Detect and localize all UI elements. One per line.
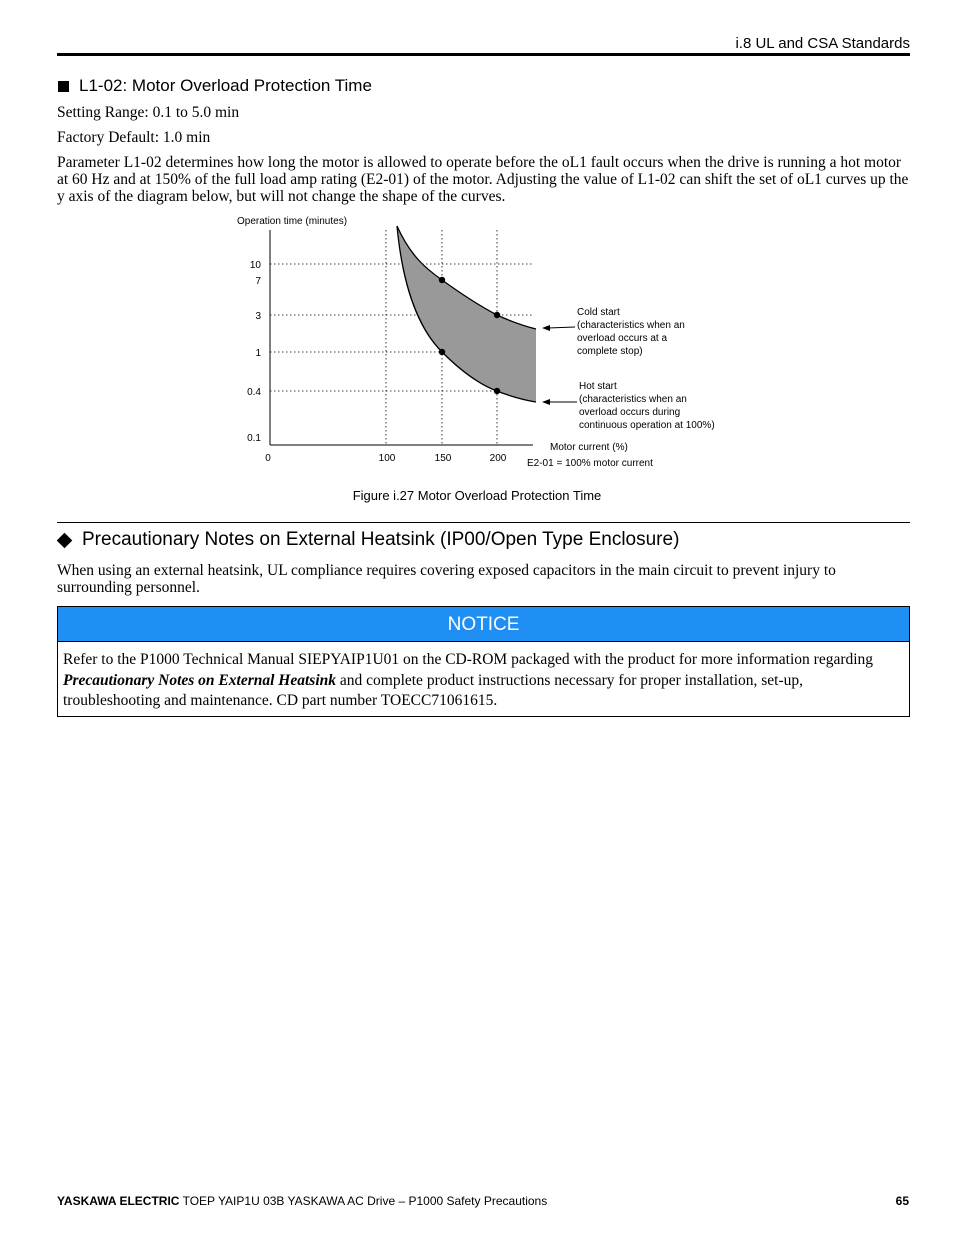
y-axis-label: Operation time (minutes): [237, 216, 348, 227]
header-section-title: i.8 UL and CSA Standards: [735, 35, 910, 52]
notice-body: [58, 642, 909, 712]
cold-start-label-line: complete stop): [577, 346, 643, 357]
hot-start-label-line: (characteristics when an: [579, 394, 687, 405]
y-tick-label: 0.1: [247, 433, 261, 444]
notice-text-before: Refer to the P1000 Technical Manual SIEPYAIP1U01 on the CD-ROM packaged with the product for more information regarding: [63, 651, 874, 668]
y-tick-label: 3: [255, 311, 261, 322]
subsection-title: Precautionary Notes on External Heatsink (IP00/Open Type Enclosure): [82, 529, 680, 550]
subsection-heading: [56, 529, 679, 551]
x-tick-label: 100: [378, 453, 396, 464]
chart-points: [439, 277, 500, 394]
cold-start-label-line: Cold start: [577, 307, 620, 318]
x-tick-label: 0: [265, 453, 271, 464]
section-description: Parameter L1-02 determines how long the motor is allowed to operate before the oL1 fault occurs when the drive is running a hot motor at 60 Hz and at 150% of the full load amp rating (E2-01) of the motor. Adjusting the value of L1-02 can shift the set of oL1 curves up the y axis of the diagram below, but will not change the shape of the curves.: [57, 154, 909, 205]
factory-default: Factory Default: 1.0 min: [57, 129, 211, 146]
cold-start-point: [439, 277, 445, 283]
hot-start-curve: [397, 226, 536, 402]
overload-band-fill: [397, 226, 536, 402]
y-tick-label: 1: [255, 348, 261, 359]
header-rule: [57, 53, 910, 56]
footer-doc: TOEP YAIP1U 03B YASKAWA AC Drive – P1000 Safety Precautions: [179, 1194, 548, 1208]
y-tick-label: 7: [255, 276, 261, 287]
hot-start-point: [439, 349, 445, 355]
setting-range: Setting Range: 0.1 to 5.0 min: [57, 104, 240, 121]
cold-start-label-line: overload occurs at a: [577, 333, 668, 344]
x-tick-label: 200: [489, 453, 507, 464]
hot-start-label-line: continuous operation at 100%): [579, 420, 715, 431]
diamond-bullet-icon: [57, 532, 73, 548]
chart-grid: [270, 230, 533, 445]
hot-start-arrow-icon: [542, 399, 550, 405]
square-bullet-icon: [58, 81, 69, 92]
subsection-text: When using an external heatsink, UL compliance requires covering exposed capacitors in the main circuit to prevent injury to surrounding personnel.: [57, 562, 836, 596]
y-tick-label: 10: [249, 260, 261, 271]
section-divider: [57, 522, 910, 523]
hot-start-point: [494, 388, 500, 394]
chart-annotations: [542, 307, 715, 431]
page-number: 65: [895, 1194, 909, 1208]
x-tick-label: 150: [434, 453, 452, 464]
section-title: L1-02: Motor Overload Protection Time: [79, 76, 372, 95]
cold-start-curve: [397, 226, 536, 329]
notice-box: [57, 606, 910, 717]
footer-brand: YASKAWA ELECTRIC: [57, 1194, 180, 1208]
hot-start-label-line: overload occurs during: [579, 407, 681, 418]
cold-start-label-line: (characteristics when an: [577, 320, 685, 331]
cold-start-arrow-line: [548, 327, 575, 328]
section-heading: [58, 76, 372, 96]
notice-text-after: and complete product instructions necessary for proper installation, set-up, troubleshooting and maintenance. CD part number TOECC71061615.: [63, 671, 804, 709]
x-axis-label: Motor current (%): [550, 442, 628, 453]
notice-emphasis: Precautionary Notes on External Heatsink: [63, 671, 336, 689]
x-axis-note: E2-01 = 100% motor current: [527, 458, 653, 469]
footer-doc-info: [57, 1194, 547, 1208]
figure-caption: Figure i.27 Motor Overload Protection Time: [352, 488, 602, 503]
hot-start-label-line: Hot start: [579, 381, 617, 392]
cold-start-arrow-icon: [542, 325, 550, 331]
notice-label: NOTICE: [58, 607, 909, 642]
cold-start-point: [494, 312, 500, 318]
chart-ticks: [247, 260, 507, 464]
y-tick-label: 0.4: [247, 387, 261, 398]
